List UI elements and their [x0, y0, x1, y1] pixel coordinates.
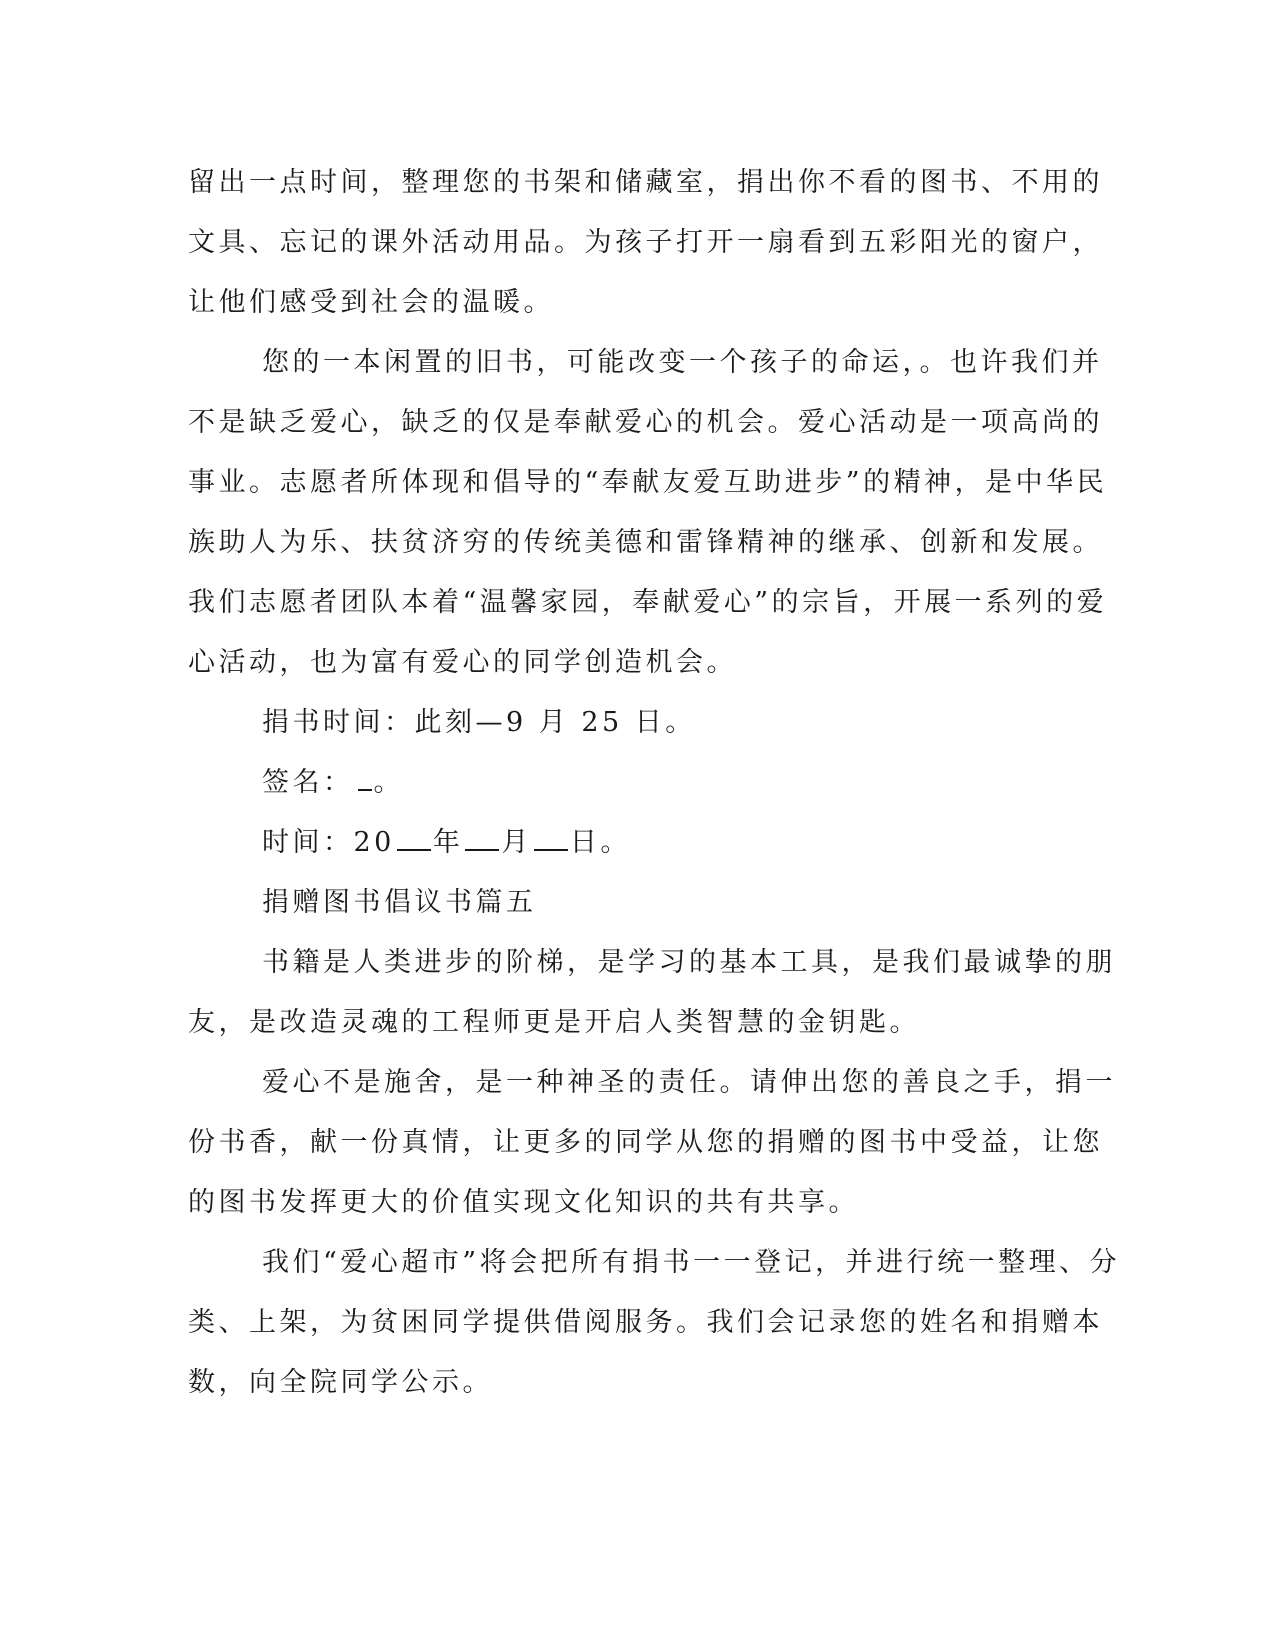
- signature-line: [262, 766, 1162, 800]
- date-line: [262, 826, 1162, 860]
- paragraph-2-line-4: 族助人为乐、扶贫济穷的传统美德和雷锋精神的继承、创新和发展。: [188, 527, 1103, 558]
- year-label: 年: [432, 827, 464, 858]
- paragraph-3-line-2: 友，是改造灵魂的工程师更是开启人类智慧的金钥匙。: [188, 1007, 920, 1038]
- signature-label: 签名：: [262, 767, 354, 798]
- signature-blank: [358, 767, 372, 791]
- paragraph-4-line-3: 的图书发挥更大的价值实现文化知识的共有共享。: [188, 1187, 859, 1218]
- paragraph-2-line-3: 事业。志愿者所体现和倡导的“奉献友爱互助进步”的精神，是中华民: [188, 467, 1108, 498]
- paragraph-1-line-1: 留出一点时间，整理您的书架和储藏室，捐出你不看的图书、不用的: [188, 167, 1103, 198]
- paragraph-2-line-5: 我们志愿者团队本着“温馨家园，奉献爱心”的宗旨，开展一系列的爱: [188, 587, 1108, 618]
- signature-suffix: 。: [373, 767, 404, 798]
- paragraph-5-line-1: 我们“爱心超市”将会把所有捐书一一登记，并进行统一整理、分: [262, 1247, 1121, 1278]
- paragraph-4-line-1: 爱心不是施舍，是一种神圣的责任。请伸出您的善良之手，捐一: [262, 1067, 1116, 1098]
- date-label: 时间：20: [262, 827, 395, 858]
- year-blank: [397, 827, 431, 851]
- paragraph-5-line-2: 类、上架，为贫困同学提供借阅服务。我们会记录您的姓名和捐赠本: [188, 1307, 1103, 1338]
- day-blank: [534, 827, 568, 851]
- paragraph-2-line-1: 您的一本闲置的旧书，可能改变一个孩子的命运，。也许我们并: [262, 347, 1103, 378]
- paragraph-2-line-6: 心活动，也为富有爱心的同学创造机会。: [188, 647, 737, 678]
- paragraph-4-line-2: 份书香，献一份真情，让更多的同学从您的捐赠的图书中受益，让您: [188, 1127, 1103, 1158]
- paragraph-2-line-2: 不是缺乏爱心，缺乏的仅是奉献爱心的机会。爱心活动是一项高尚的: [188, 407, 1103, 438]
- paragraph-1-line-2: 文具、忘记的课外活动用品。为孩子打开一扇看到五彩阳光的窗户，: [188, 227, 1103, 258]
- paragraph-3-line-1: 书籍是人类进步的阶梯，是学习的基本工具，是我们最诚挚的朋: [262, 947, 1116, 978]
- month-blank: [465, 827, 499, 851]
- paragraph-1-line-3: 让他们感受到社会的温暖。: [188, 287, 554, 318]
- paragraph-5-line-3: 数，向全院同学公示。: [188, 1367, 493, 1398]
- section-title: 捐赠图书倡议书篇五: [262, 887, 537, 918]
- day-label: 日。: [569, 827, 631, 858]
- donation-time: 捐书时间：此刻—9 月 25 日。: [262, 707, 696, 738]
- month-label: 月: [501, 827, 532, 858]
